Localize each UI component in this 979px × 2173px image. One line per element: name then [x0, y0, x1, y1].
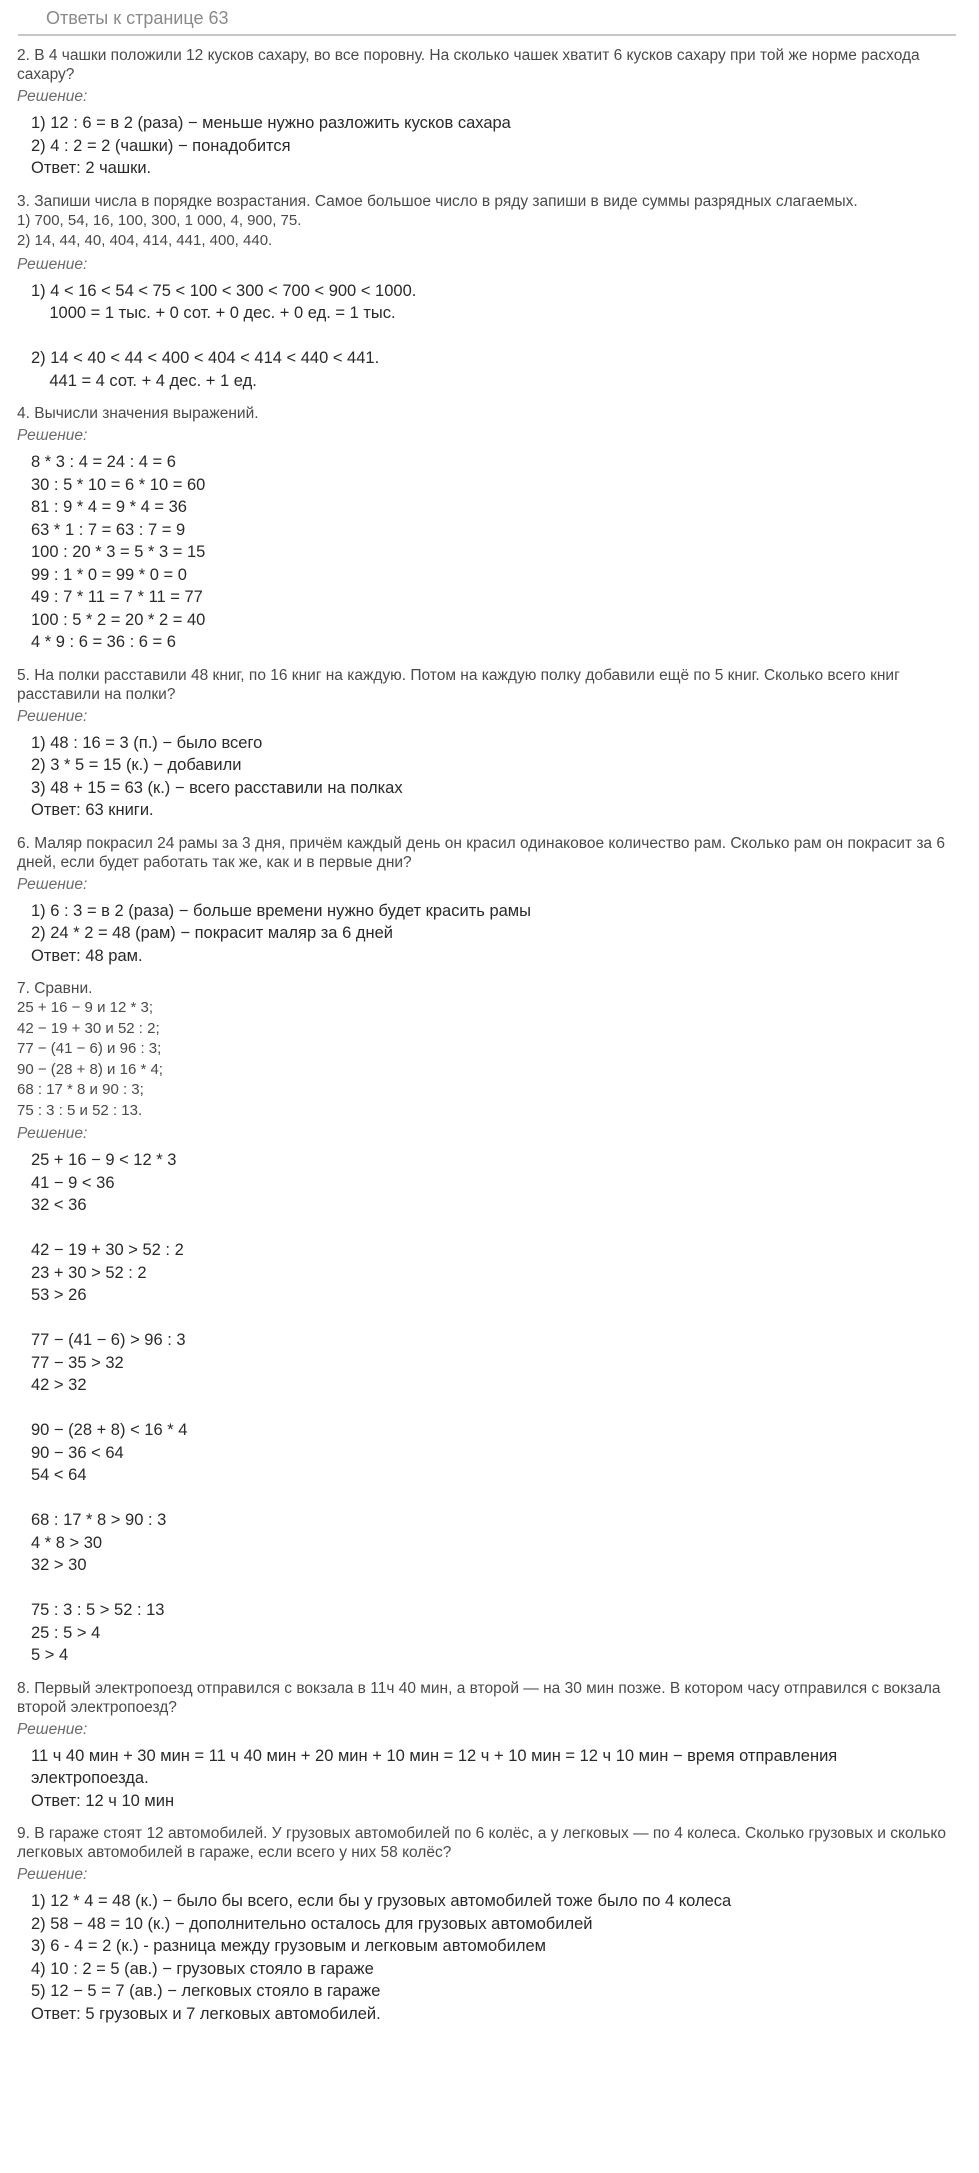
- answers-content: [17, 46, 957, 2025]
- given-line: 75 : 3 : 5 и 52 : 13.: [17, 1101, 143, 1119]
- answer-line: 11 ч 40 мин + 30 мин = 11 ч 40 мин + 20 мин + 10 мин = 12 ч + 10 мин = 12 ч 10 мин − время отправления: [31, 1746, 838, 1765]
- solution-label: Решение:: [17, 427, 88, 444]
- answer-line: 441 = 4 сот. + 4 дес. + 1 ед.: [31, 371, 257, 390]
- answer-line: 68 : 17 * 8 > 90 : 3: [31, 1511, 167, 1529]
- answer-block: [31, 1745, 957, 1813]
- answer-block: [31, 900, 957, 968]
- answer-line: 4 * 8 > 30: [31, 1533, 103, 1552]
- blank-line: [31, 1577, 957, 1600]
- blank-line: [31, 1217, 957, 1240]
- answer-line: 25 + 16 − 9 < 12 * 3: [31, 1151, 177, 1169]
- answer-line: 2) 3 * 5 = 15 (к.) − добавили: [31, 756, 242, 774]
- answer-line: 4 * 9 : 6 = 36 : 6 = 6: [31, 633, 176, 651]
- answer-line: 63 * 1 : 7 = 63 : 7 = 9: [31, 520, 186, 539]
- page-header: [18, 0, 956, 36]
- answer-line: 30 : 5 * 10 = 6 * 10 = 60: [31, 475, 206, 494]
- blank-line: [31, 1487, 957, 1510]
- given-line: 2) 14, 44, 40, 404, 414, 441, 400, 440.: [17, 232, 273, 249]
- answer-line: 32 > 30: [31, 1556, 87, 1574]
- answer-line: 1) 6 : 3 = в 2 (раза) − больше времени нужно будет красить рамы: [31, 901, 531, 920]
- task-text: 8. Первый электропоезд отправился с вокзала в 11ч 40 мин, а второй — на 30 мин позже. В котором часу отправился с вокзала второй электропоезд?: [17, 1679, 941, 1716]
- solution-label: Решение:: [17, 875, 88, 893]
- answer-line: Ответ: 12 ч 10 мин: [31, 1791, 175, 1810]
- task-text: 2. В 4 чашки положили 12 кусков сахару, во все поровну. На сколько чашек хватит 6 кусков сахару при той же норме расхода сахару?: [17, 47, 920, 83]
- answer-line: 5) 12 − 5 = 7 (ав.) − легковых стояло в гараже: [31, 1982, 381, 2000]
- answer-line: 8 * 3 : 4 = 24 : 4 = 6: [31, 453, 176, 471]
- answer-line: 1) 48 : 16 = 3 (п.) − было всего: [31, 733, 263, 752]
- solution-label: Решение:: [17, 88, 88, 105]
- answer-line: 100 : 20 * 3 = 5 * 3 = 15: [31, 543, 206, 561]
- blank-line: [31, 1397, 957, 1420]
- answer-line: 2) 4 : 2 = 2 (чашки) − понадобится: [31, 136, 291, 155]
- answer-line: 42 > 32: [31, 1376, 87, 1394]
- answer-line: Ответ: 2 чашки.: [31, 159, 152, 177]
- answer-line: 1) 12 * 4 = 48 (к.) − было бы всего, если бы у грузовых автомобилей тоже было по 4 колеса: [31, 1892, 732, 1910]
- given-list: [17, 211, 957, 252]
- answer-line: 90 − 36 < 64: [31, 1443, 124, 1462]
- task-text: 6. Маляр покрасил 24 рамы за 3 дня, причём каждый день он красил одинаковое количество рам. Сколько рам он покрасит за 6 дней, если будет работать так же, как и в первые дни?: [17, 834, 945, 871]
- answer-line: 75 : 3 : 5 > 52 : 13: [31, 1601, 165, 1619]
- given-list: [17, 998, 957, 1121]
- solution-label: Решение:: [17, 1125, 88, 1142]
- task-text: 4. Вычисли значения выражений.: [17, 405, 259, 422]
- answer-line: 3) 6 - 4 = 2 (к.) - разница между грузовым и легковым автомобилем: [31, 1937, 546, 1955]
- answer-line: 53 > 26: [31, 1286, 87, 1304]
- answer-line: 5 > 4: [31, 1646, 69, 1664]
- solution-label: Решение:: [17, 255, 88, 273]
- given-line: 25 + 16 − 9 и 12 * 3;: [17, 999, 153, 1016]
- answer-line: 42 − 19 + 30 > 52 : 2: [31, 1241, 184, 1259]
- given-line: 90 − (28 + 8) и 16 * 4;: [17, 1060, 163, 1078]
- blank-line: [31, 1307, 957, 1330]
- answer-line: 77 − (41 − 6) > 96 : 3: [31, 1331, 186, 1349]
- task-text: 9. В гараже стоят 12 автомобилей. У грузовых автомобилей по 6 колёс, а у легковых — по 4 колеса. Сколько грузовых и сколько легковых автомобилей в гараже, если всего у них 58 колёс?: [17, 1825, 946, 1861]
- solution-label: Решение:: [17, 707, 88, 725]
- answer-line: 2) 24 * 2 = 48 (рам) − покрасит маляр за 6 дней: [31, 924, 393, 942]
- answer-line: 77 − 35 > 32: [31, 1353, 124, 1372]
- answer-line: 1) 4 < 16 < 54 < 75 < 100 < 300 < 700 < 900 < 1000.: [31, 281, 417, 300]
- answer-block: [31, 1890, 957, 2025]
- blank-line: [31, 325, 957, 348]
- answer-line: 4) 10 : 2 = 5 (ав.) − грузовых стояло в гараже: [31, 1959, 374, 1978]
- solution-label: Решение:: [17, 1720, 88, 1738]
- answer-line: 49 : 7 * 11 = 7 * 11 = 77: [31, 588, 203, 606]
- answer-line: 100 : 5 * 2 = 20 * 2 = 40: [31, 610, 206, 629]
- answer-line: 23 + 30 > 52 : 2: [31, 1263, 147, 1282]
- answer-line: 81 : 9 * 4 = 9 * 4 = 36: [31, 498, 187, 516]
- answer-block: [31, 1149, 957, 1667]
- answer-line: 32 < 36: [31, 1196, 87, 1214]
- answer-line: 2) 58 − 48 = 10 (к.) − дополнительно осталось для грузовых автомобилей: [31, 1914, 593, 1933]
- answer-block: [31, 732, 957, 822]
- answer-block: [31, 280, 957, 393]
- answer-line: 2) 14 < 40 < 44 < 400 < 404 < 414 < 440 < 441.: [31, 349, 380, 367]
- answer-line: 90 − (28 + 8) < 16 * 4: [31, 1421, 188, 1439]
- given-line: 77 − (41 − 6) и 96 : 3;: [17, 1040, 162, 1057]
- answer-line: 3) 48 + 15 = 63 (к.) − всего расставили на полках: [31, 778, 403, 797]
- answer-line: Ответ: 63 книги.: [31, 801, 154, 819]
- answer-line: Ответ: 5 грузовых и 7 легковых автомобилей.: [31, 2004, 381, 2023]
- given-line: 1) 700, 54, 16, 100, 300, 1 000, 4, 900, 75.: [17, 211, 302, 229]
- answer-line: 41 − 9 < 36: [31, 1173, 115, 1192]
- answer-line: электропоезда.: [31, 1769, 149, 1787]
- given-line: 42 − 19 + 30 и 52 : 2;: [17, 1019, 160, 1037]
- given-line: 68 : 17 * 8 и 90 : 3;: [17, 1081, 144, 1098]
- solution-label: Решение:: [17, 1866, 88, 1883]
- task-text: 3. Запиши числа в порядке возрастания. Самое большое число в ряду запиши в виде суммы разрядных слагаемых.: [17, 192, 858, 210]
- answer-line: 1) 12 : 6 = в 2 (раза) − меньше нужно разложить кусков сахара: [31, 114, 511, 132]
- answer-line: 25 : 5 > 4: [31, 1623, 101, 1642]
- answer-line: 54 < 64: [31, 1466, 87, 1484]
- task-text: 5. На полки расставили 48 книг, по 16 книг на каждую. Потом на каждую полку добавили ещё по 5 книг. Сколько всего книг расставили на полки?: [17, 666, 900, 703]
- answer-line: Ответ: 48 рам.: [31, 946, 143, 965]
- answer-line: 1000 = 1 тыс. + 0 сот. + 0 дес. + 0 ед. = 1 тыс.: [31, 304, 396, 322]
- answer-block: [31, 451, 957, 654]
- page-title: Ответы к странице 63: [46, 8, 229, 28]
- answer-line: 99 : 1 * 0 = 99 * 0 = 0: [31, 565, 187, 584]
- task-text: 7. Сравни.: [17, 980, 93, 997]
- answer-block: [31, 112, 957, 180]
